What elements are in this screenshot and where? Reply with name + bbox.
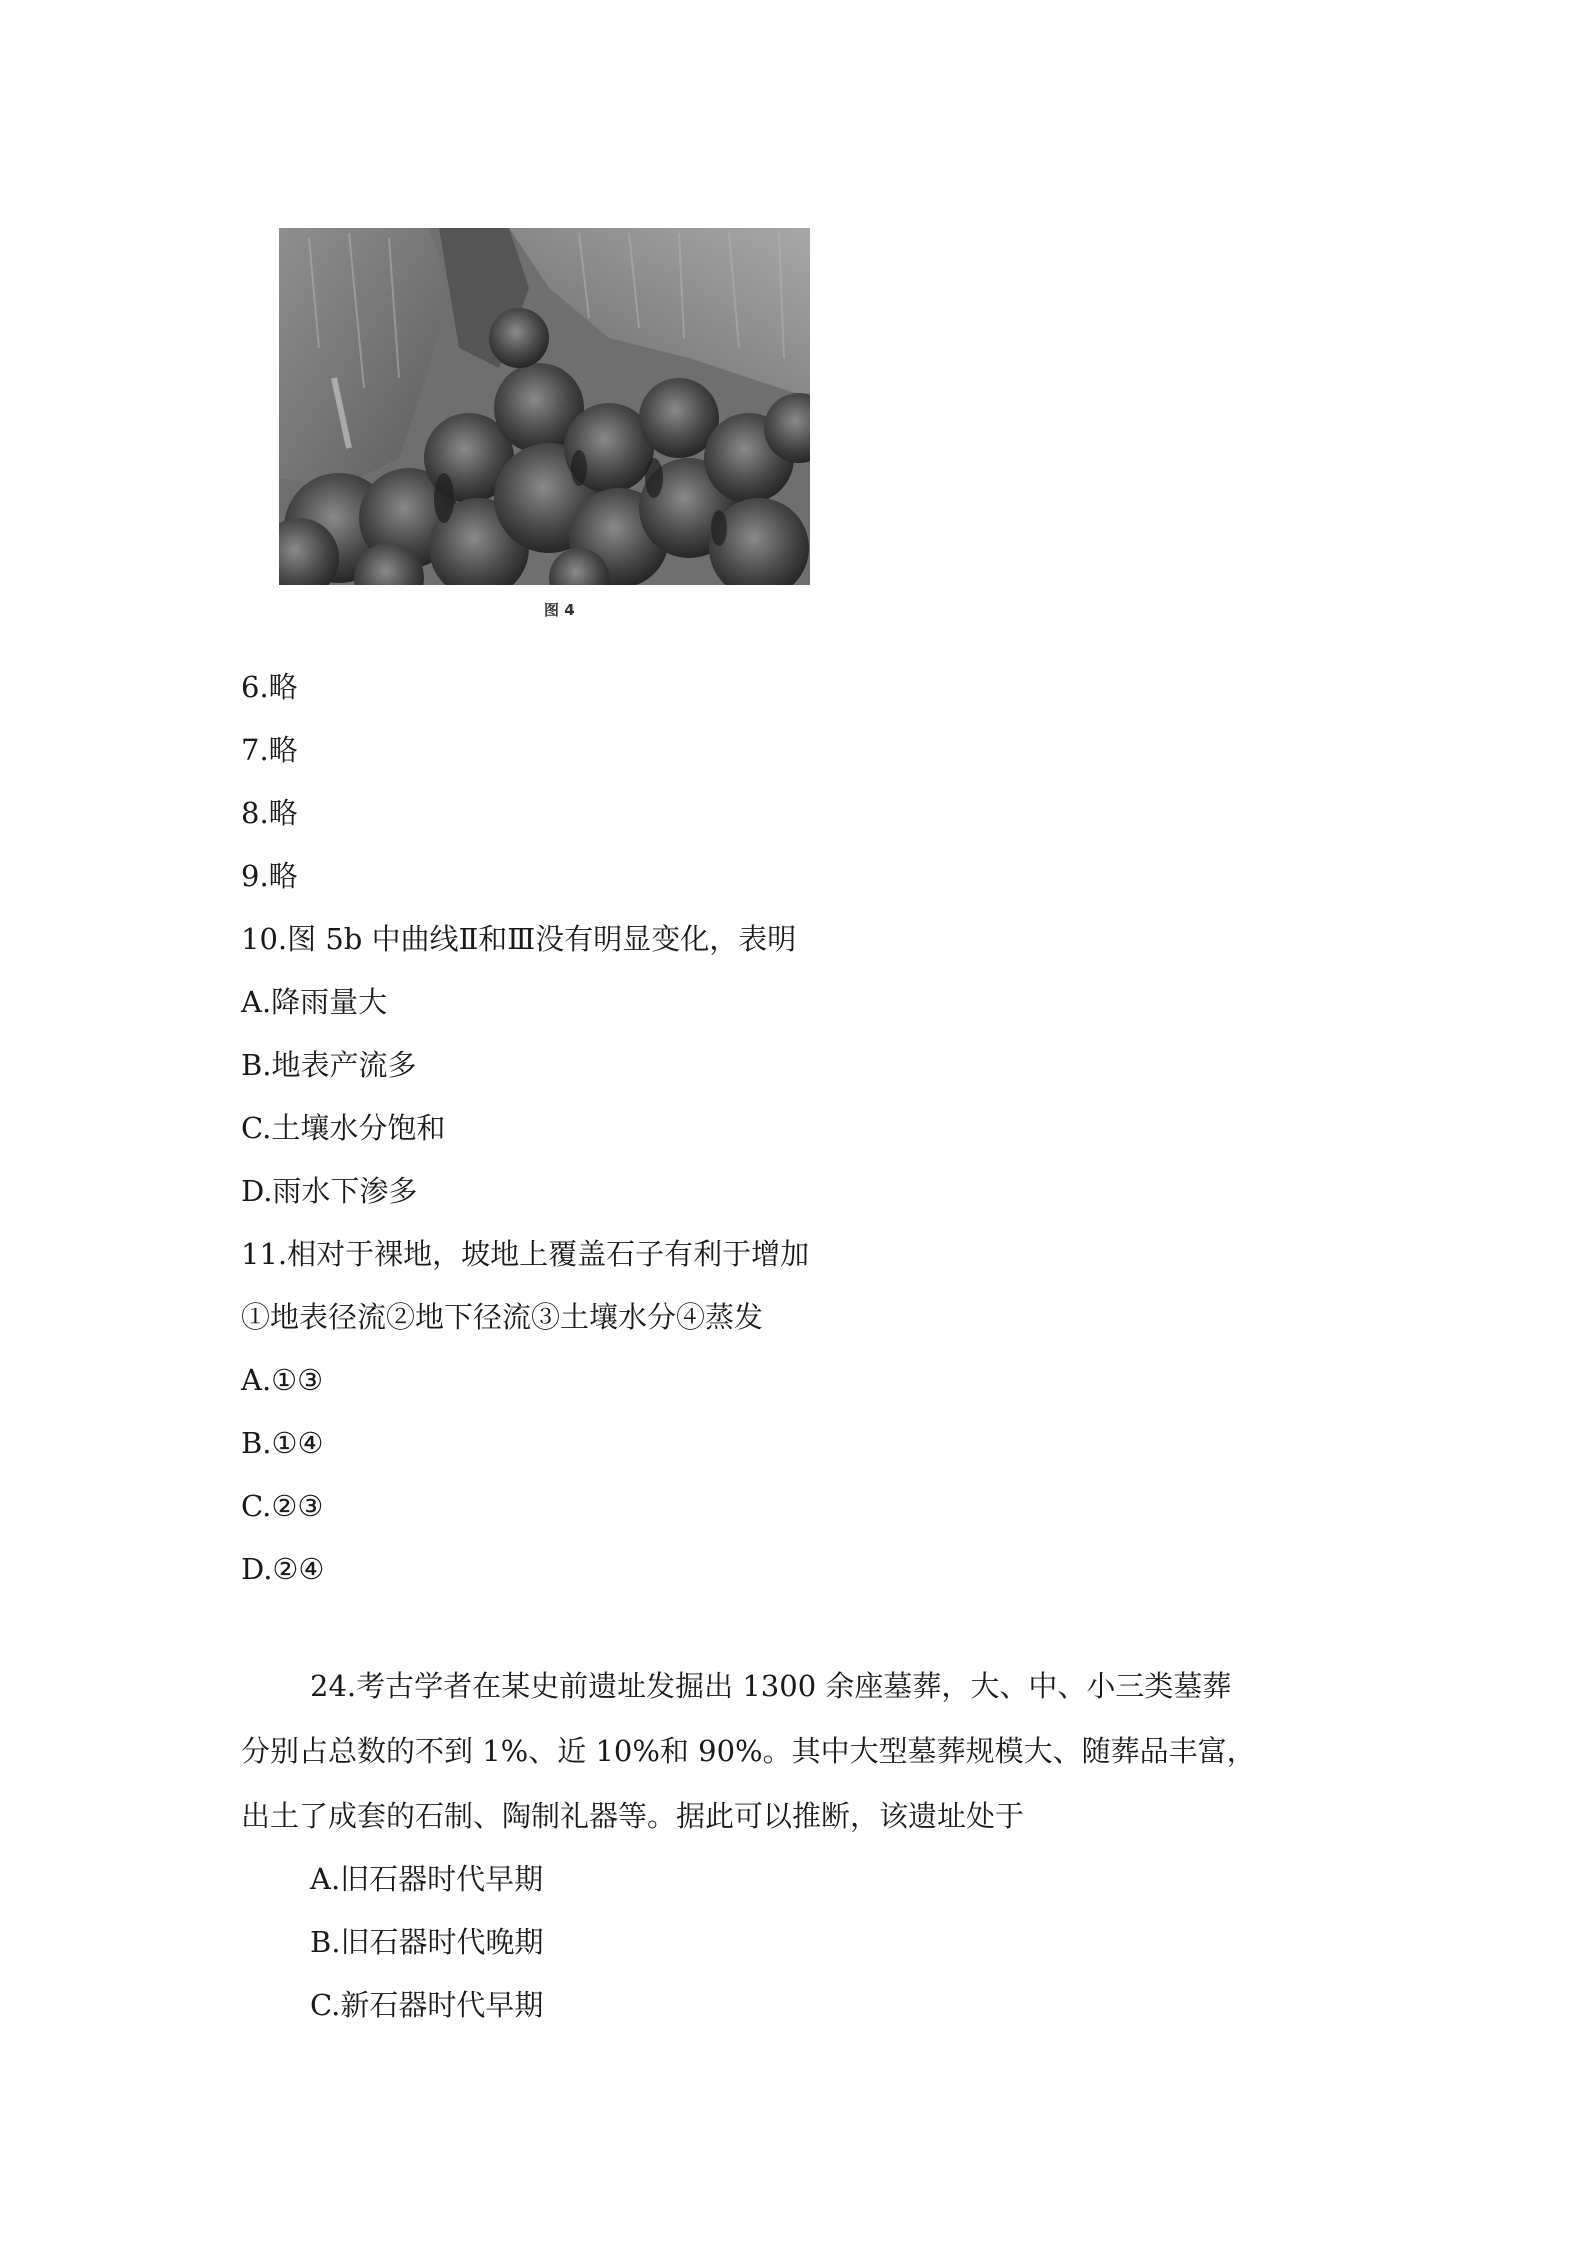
question-10-option-b: B.地表产流多 — [241, 1048, 417, 1082]
question-11-option-d: D.②④ — [241, 1552, 325, 1586]
question-24-line-1: 24.考古学者在某史前遗址发掘出 1300 余座墓葬，大、中、小三类墓葬 — [310, 1669, 1232, 1703]
question-11-items: ①地表径流②地下径流③土壤水分④蒸发 — [241, 1300, 764, 1334]
figure-caption: 图 4 — [544, 601, 575, 619]
question-10-option-a: A.降雨量大 — [241, 985, 388, 1019]
question-11-option-a: A.①③ — [241, 1363, 324, 1397]
question-10-stem: 10.图 5b 中曲线Ⅱ和Ⅲ没有明显变化，表明 — [241, 922, 797, 956]
question-24-option-c: C.新石器时代早期 — [310, 1988, 544, 2022]
question-24-option-a: A.旧石器时代早期 — [310, 1862, 544, 1896]
question-10-option-c: C.土壤水分饱和 — [241, 1111, 446, 1145]
question-6: 6.略 — [241, 670, 298, 704]
question-24-line-3: 出土了成套的石制、陶制礼器等。据此可以推断，该遗址处于 — [241, 1799, 1025, 1833]
question-10-option-d: D.雨水下渗多 — [241, 1174, 418, 1208]
question-11-stem: 11.相对于裸地，坡地上覆盖石子有利于增加 — [241, 1237, 810, 1271]
question-8: 8.略 — [241, 796, 298, 830]
figure-4-photo — [279, 228, 810, 585]
forest-cliff-image — [279, 228, 810, 585]
question-11-option-b: B.①④ — [241, 1426, 324, 1460]
question-24-line-2: 分别占总数的不到 1%、近 10%和 90%。其中大型墓葬规模大、随葬品丰富， — [241, 1734, 1256, 1768]
question-11-option-c: C.②③ — [241, 1489, 324, 1523]
question-24-option-b: B.旧石器时代晚期 — [310, 1925, 544, 1959]
question-7: 7.略 — [241, 733, 298, 767]
question-9: 9.略 — [241, 859, 298, 893]
